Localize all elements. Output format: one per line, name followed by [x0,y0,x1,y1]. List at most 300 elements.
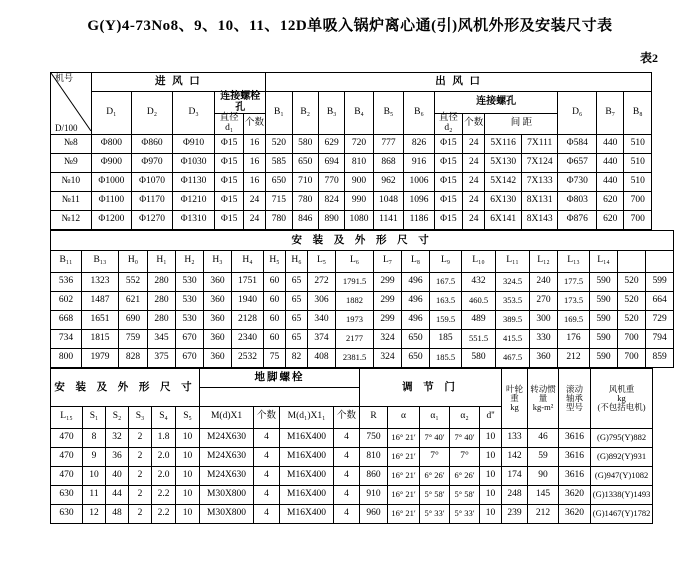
table-row [51,466,653,485]
cell: 690 [119,310,148,329]
model-header-bottom: D/100 [55,122,78,133]
dimensions-table-1 [50,72,652,230]
cell: 353.5 [496,291,530,310]
cell: 868 [373,153,403,172]
cell: Φ15 [215,172,243,191]
cell: 590 [590,348,618,367]
cell: 734 [51,329,82,348]
cell: 650 [292,153,318,172]
cell: 10 [176,428,200,447]
col-R: R [360,406,388,428]
cell: 777 [373,134,403,153]
cell: 330 [530,329,558,348]
cell: 5° 33′ [420,504,450,523]
cell: 4 [254,466,280,485]
cell: 770 [318,172,344,191]
col-alpha2: α₂ [450,406,480,428]
col-outlet-bolt-spacing: 间 距 [485,114,558,135]
col-L6: L₆ [336,250,374,272]
cell: 133 [502,428,528,447]
cell: 16° 21′ [388,466,420,485]
cell: Φ1100 [91,191,132,210]
cell: 7° 40′ [420,428,450,447]
tables-container [0,66,700,524]
table-row [51,210,652,229]
cell: 4 [254,447,280,466]
cell: 590 [590,291,618,310]
cell: 467.5 [496,348,530,367]
cell: 440 [597,172,624,191]
col-B1: B₁ [266,92,292,135]
cell: 10 [480,466,502,485]
cell: 345 [148,329,176,348]
cell: 700 [618,348,646,367]
cell: 7X124 [521,153,558,172]
cell: 24 [243,210,265,229]
cell: 599 [646,272,674,291]
cell: 694 [318,153,344,172]
cell: 1815 [82,329,119,348]
cell: 700 [624,191,652,210]
cell: 4 [254,485,280,504]
cell: 10 [480,485,502,504]
cell: 5X116 [485,134,522,153]
cell: 664 [646,291,674,310]
col-B3: B₃ [318,92,344,135]
cell: 212 [528,504,559,523]
cell: 828 [119,348,148,367]
cell: 650 [402,329,430,348]
cell: 145 [528,485,559,504]
col-S1: S₁ [83,406,106,428]
cell: 759 [119,329,148,348]
cell: 65 [286,329,308,348]
cell: 510 [624,153,652,172]
cell: 1751 [232,272,264,291]
cell: 360 [204,348,232,367]
table-row [51,134,652,153]
cell: 729 [646,310,674,329]
cell: 4 [334,428,360,447]
cell: 2381.5 [336,348,374,367]
col-L14: L₁₄ [590,250,618,272]
cell: №9 [51,153,92,172]
col-L10: L₁₀ [462,250,496,272]
cell: 1323 [82,272,119,291]
cell: 46 [528,428,559,447]
cell: 1096 [404,191,434,210]
cell: 24 [463,153,485,172]
cell: 496 [402,291,430,310]
cell: 1186 [404,210,434,229]
cell: 16 [243,134,265,153]
col-B11: B₁₁ [51,250,82,272]
cell: 239 [502,504,528,523]
cell: 299 [374,310,402,329]
cell: 40 [106,466,129,485]
col-H1: H₁ [148,250,176,272]
section-title-2: 安 装 及 外 形 尺 寸 [51,230,674,250]
col-B5: B₅ [373,92,403,135]
cell: 270 [530,291,558,310]
cell: 551.5 [462,329,496,348]
cell: 3616 [559,447,591,466]
cell: 5° 33′ [450,504,480,523]
cell: 32 [106,428,129,447]
cell: 629 [318,134,344,153]
cell: 590 [590,272,618,291]
cell: 159.5 [430,310,462,329]
cell: Φ860 [132,134,173,153]
cell: 630 [51,485,83,504]
col-bolt-M1: M(d₁)X1₁ [280,406,334,428]
cell: Φ657 [558,153,597,172]
cell: Φ1130 [172,172,215,191]
cell: 3616 [559,466,591,485]
cell: 60 [264,329,286,348]
cell: 6X130 [485,191,522,210]
cell: 10 [480,447,502,466]
cell: 520 [618,272,646,291]
cell: 4 [334,447,360,466]
cell: 2 [129,466,152,485]
table-row [51,428,653,447]
col-H0: H₀ [119,250,148,272]
cell: №11 [51,191,92,210]
cell: 7X111 [521,134,558,153]
cell: 167.5 [430,272,462,291]
col-S2: S₂ [106,406,129,428]
cell: 375 [148,348,176,367]
cell: 12 [83,504,106,523]
cell: 415.5 [496,329,530,348]
cell: 82 [286,348,308,367]
cell: 5° 58′ [420,485,450,504]
cell: 212 [558,348,590,367]
cell: Φ1170 [132,191,173,210]
cell: (G)795(Y)882 [591,428,653,447]
cell: 962 [373,172,403,191]
cell: 1882 [336,291,374,310]
cell: Φ970 [132,153,173,172]
col-L8: L₈ [402,250,430,272]
cell: 2 [129,504,152,523]
cell: 520 [618,291,646,310]
col-D1: D₁ [91,92,132,135]
cell: Φ1310 [172,210,215,229]
cell: 1973 [336,310,374,329]
cell: 185.5 [430,348,462,367]
cell: 520 [266,134,292,153]
table-row [51,310,674,329]
cell: Φ730 [558,172,597,191]
col-L9: L₉ [430,250,462,272]
cell: 496 [402,310,430,329]
damper-header: 调 节 门 [360,368,502,406]
table-row [51,329,674,348]
cell: 163.5 [430,291,462,310]
cell: Φ1210 [172,191,215,210]
cell: 142 [502,447,528,466]
cell: 1979 [82,348,119,367]
cell: 24 [463,210,485,229]
cell: (G)947(Y)1082 [591,466,653,485]
cell: 4 [334,485,360,504]
col-bolt-M: M(d)X1 [200,406,254,428]
col-B2: B₂ [292,92,318,135]
cell: 580 [462,348,496,367]
cell: Φ15 [215,153,243,172]
table-row [51,191,652,210]
cell: 1080 [345,210,373,229]
outlet-group-header: 出 风 口 [266,73,652,92]
model-header-cell [51,73,92,135]
cell: 16° 21′ [388,428,420,447]
col-d2: d'' [480,406,502,428]
cell: Φ900 [91,153,132,172]
cell: 621 [119,291,148,310]
col-B7: B₇ [597,92,624,135]
cell: 620 [597,210,624,229]
cell: 60 [264,291,286,310]
col-fan-weight: 风机重 kg (不包括电机) [591,368,653,428]
cell: 24 [243,191,265,210]
cell: 720 [345,134,373,153]
col-B13: B₁₃ [82,250,119,272]
cell: 59 [528,447,559,466]
col-bearing-model: 滚动 轴承 型号 [559,368,591,428]
cell: 5X130 [485,153,522,172]
cell: Φ15 [434,172,462,191]
cell: 408 [308,348,336,367]
dimensions-table-2 [50,230,674,368]
cell: Φ15 [434,134,462,153]
cell: 800 [51,348,82,367]
col-alpha: α [388,406,420,428]
cell: 1940 [232,291,264,310]
cell: 389.5 [496,310,530,329]
cell: 174 [502,466,528,485]
cell: 4 [254,428,280,447]
col-S3: S₃ [129,406,152,428]
cell: Φ15 [215,134,243,153]
cell: M24X630 [200,466,254,485]
col-inlet-bolt-dia: 直径 d₁ [215,114,243,135]
cell: 470 [51,428,83,447]
cell: 90 [528,466,559,485]
cell: 530 [176,310,204,329]
cell: 176 [558,329,590,348]
cell: 602 [51,291,82,310]
cell: 715 [266,191,292,210]
cell: 460.5 [462,291,496,310]
outlet-bolt-header: 连接螺孔 [434,92,558,114]
dimensions-table-3 [50,368,653,524]
cell: Φ15 [434,191,462,210]
col-L15: L₁₅ [51,406,83,428]
cell: 700 [624,210,652,229]
table-row [51,272,674,291]
foot-bolt-subheader [200,387,360,406]
cell: 299 [374,272,402,291]
foot-bolt-header: 地脚螺栓 [200,368,360,387]
inlet-group-header: 进 风 口 [91,73,266,92]
cell: 324 [374,329,402,348]
col-L7: L₇ [374,250,402,272]
cell: 272 [308,272,336,291]
cell: 65 [286,310,308,329]
cell: 552 [119,272,148,291]
cell: 780 [266,210,292,229]
col-D3: D₃ [172,92,215,135]
cell: 280 [148,291,176,310]
cell: 6° 26′ [420,466,450,485]
page-title: G(Y)4-73No8、9、10、11、12D单吸入锅炉离心通(引)风机外形及安装尺寸表 [87,18,613,34]
cell: 169.5 [558,310,590,329]
cell: 440 [597,153,624,172]
col-D2: D₂ [132,92,173,135]
cell: 16 [243,172,265,191]
cell: 360 [530,348,558,367]
cell: M16X400 [280,504,334,523]
cell: 470 [51,466,83,485]
cell: 324 [374,348,402,367]
cell: 1141 [373,210,403,229]
cell: 630 [51,504,83,523]
section-title-3-left: 安 装 及 外 形 尺 寸 [51,368,200,406]
cell: 324.5 [496,272,530,291]
cell: 670 [176,329,204,348]
cell: 299 [374,291,402,310]
cell: 489 [462,310,496,329]
col-L13: L₁₃ [558,250,590,272]
col-D6: D₆ [558,92,597,135]
cell: 2532 [232,348,264,367]
cell: M30X800 [200,485,254,504]
cell: 280 [148,272,176,291]
col-S4: S₄ [152,406,176,428]
cell: 510 [624,134,652,153]
cell: 173.5 [558,291,590,310]
cell: 590 [590,310,618,329]
cell: 432 [462,272,496,291]
cell: 2.2 [152,504,176,523]
cell: 7X133 [521,172,558,191]
col-extra-1 [618,250,646,272]
cell: 860 [360,466,388,485]
cell: M16X400 [280,428,334,447]
col-inlet-bolt-count: 个数 [243,114,265,135]
cell: 240 [530,272,558,291]
cell: 810 [345,153,373,172]
col-L5: L₅ [308,250,336,272]
cell: 24 [463,191,485,210]
cell: 2340 [232,329,264,348]
cell: 248 [502,485,528,504]
cell: 1048 [373,191,403,210]
cell: (G)1467(Y)1782 [591,504,653,523]
cell: Φ15 [215,191,243,210]
cell: 668 [51,310,82,329]
cell: 826 [404,134,434,153]
cell: 650 [402,348,430,367]
cell: 700 [618,329,646,348]
cell: 8 [83,428,106,447]
cell: 65 [286,291,308,310]
cell: 2.0 [152,447,176,466]
cell: 360 [204,291,232,310]
col-impeller-weight: 叶轮重 kg [502,368,528,428]
col-H4: H₄ [232,250,264,272]
cell: №12 [51,210,92,229]
table-row [51,172,652,191]
cell: M16X400 [280,447,334,466]
cell: M16X400 [280,466,334,485]
col-outlet-bolt-dia: 直径 d₂ [434,114,462,135]
cell: 810 [360,447,388,466]
cell: 177.5 [558,272,590,291]
cell: 916 [404,153,434,172]
cell: 6° 26′ [450,466,480,485]
cell: 750 [360,428,388,447]
col-H2: H₂ [176,250,204,272]
col-B6: B₆ [404,92,434,135]
cell: 650 [266,172,292,191]
cell: 10 [83,466,106,485]
cell: 990 [345,191,373,210]
cell: 1006 [404,172,434,191]
cell: 10 [176,485,200,504]
cell: 4 [334,466,360,485]
col-L12: L₁₂ [530,250,558,272]
cell: Φ584 [558,134,597,153]
cell: 185 [430,329,462,348]
cell: Φ1000 [91,172,132,191]
col-outlet-bolt-count: 个数 [463,114,485,135]
cell: 11 [83,485,106,504]
cell: Φ1030 [172,153,215,172]
cell: Φ910 [172,134,215,153]
cell: 780 [292,191,318,210]
col-B8: B₈ [624,92,652,135]
cell: 36 [106,447,129,466]
col-bolt-M1-count: 个数 [334,406,360,428]
col-bolt-M-count: 个数 [254,406,280,428]
cell: 7° [450,447,480,466]
cell: 10 [176,447,200,466]
table-label: 表2 [639,51,658,65]
cell: 510 [624,172,652,191]
cell: 794 [646,329,674,348]
cell: M24X630 [200,428,254,447]
cell: 10 [176,504,200,523]
cell: 10 [480,428,502,447]
cell: 48 [106,504,129,523]
col-H5: H₅ [264,250,286,272]
cell: 4 [254,504,280,523]
cell: Φ1070 [132,172,173,191]
table-row [51,153,652,172]
cell: 60 [264,272,286,291]
cell: 306 [308,291,336,310]
cell: 2177 [336,329,374,348]
cell: 530 [176,272,204,291]
cell: 340 [308,310,336,329]
cell: 1487 [82,291,119,310]
cell: 824 [318,191,344,210]
cell: 520 [618,310,646,329]
table-row [51,447,653,466]
